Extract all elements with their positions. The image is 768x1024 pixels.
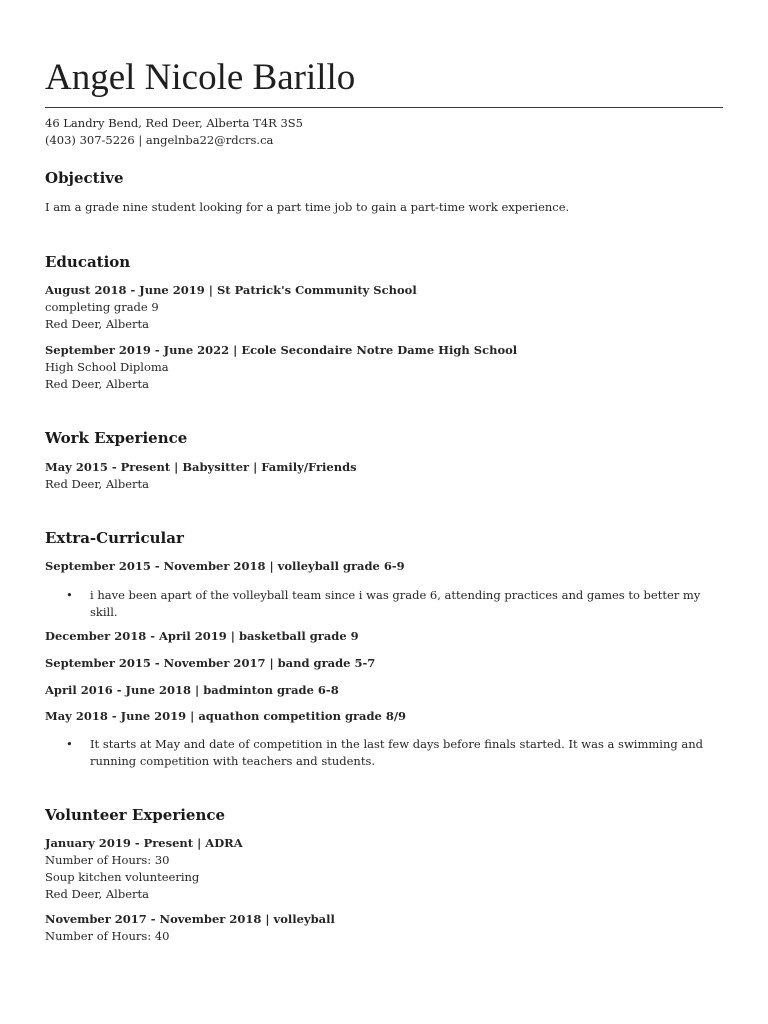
extracurricular-entry-title: September 2015 - November 2018 | volleyball grade 6-9 [45, 559, 405, 573]
work-entry-title: May 2015 - Present | Babysitter | Family/Friends [45, 460, 357, 474]
education-entry [45, 282, 417, 333]
extracurricular-entry-title: May 2018 - June 2019 | aquathon competition grade 8/9 [45, 709, 407, 723]
extracurricular-entry-title: December 2018 - April 2019 | basketball grade 9 [45, 629, 359, 643]
education-entry [45, 342, 517, 393]
volunteer-entry-location: Red Deer, Alberta [45, 887, 149, 901]
header-divider [45, 107, 723, 108]
extracurricular-entry-title: April 2016 - June 2018 | badminton grade 6-8 [45, 683, 339, 697]
volunteer-heading: Volunteer Experience [45, 806, 226, 824]
volunteer-entry [45, 835, 243, 903]
resume-page [45, 0, 723, 1024]
education-entry-title: August 2018 - June 2019 | St Patrick's Community School [45, 283, 417, 297]
volunteer-entry [45, 911, 335, 945]
objective-heading: Objective [45, 169, 124, 187]
objective-text: I am a grade nine student looking for a part time job to gain a part-time work experience. [45, 200, 570, 214]
volunteer-entry-hours: Number of Hours: 30 [45, 853, 170, 867]
bullet-text: i have been apart of the volleyball team since i was grade 6, attending practices and games to better my skill. [90, 588, 701, 619]
volunteer-entry-hours: Number of Hours: 40 [45, 929, 170, 943]
address-line: 46 Landry Bend, Red Deer, Alberta T4R 3S5 [45, 116, 303, 130]
applicant-name: Angel Nicole Barillo [45, 57, 356, 98]
education-entry-detail: completing grade 9 [45, 300, 159, 314]
work-experience-heading: Work Experience [45, 429, 188, 447]
work-entry-location: Red Deer, Alberta [45, 477, 149, 491]
bullet-marker: • [66, 737, 73, 751]
phone-email-line: (403) 307-5226 | angelnba22@rdcrs.ca [45, 133, 274, 147]
bullet-marker: • [66, 588, 73, 602]
work-entry [45, 459, 357, 493]
education-entry-location: Red Deer, Alberta [45, 377, 149, 391]
volunteer-entry-title: November 2017 - November 2018 | volleyball [45, 912, 335, 926]
education-entry-detail: High School Diploma [45, 360, 169, 374]
education-entry-title: September 2019 - June 2022 | Ecole Secondaire Notre Dame High School [45, 343, 518, 357]
extracurricular-heading: Extra-Curricular [45, 529, 184, 547]
extracurricular-entry-title: September 2015 - November 2017 | band grade 5-7 [45, 656, 376, 670]
volunteer-entry-detail: Soup kitchen volunteering [45, 870, 200, 884]
education-entry-location: Red Deer, Alberta [45, 317, 149, 331]
volunteer-entry-title: January 2019 - Present | ADRA [45, 836, 243, 850]
education-heading: Education [45, 253, 131, 271]
contact-info [45, 115, 303, 149]
bullet-text: It starts at May and date of competition in the last few days before finals started. It was a swimming and running competition with teachers and students. [90, 737, 703, 768]
